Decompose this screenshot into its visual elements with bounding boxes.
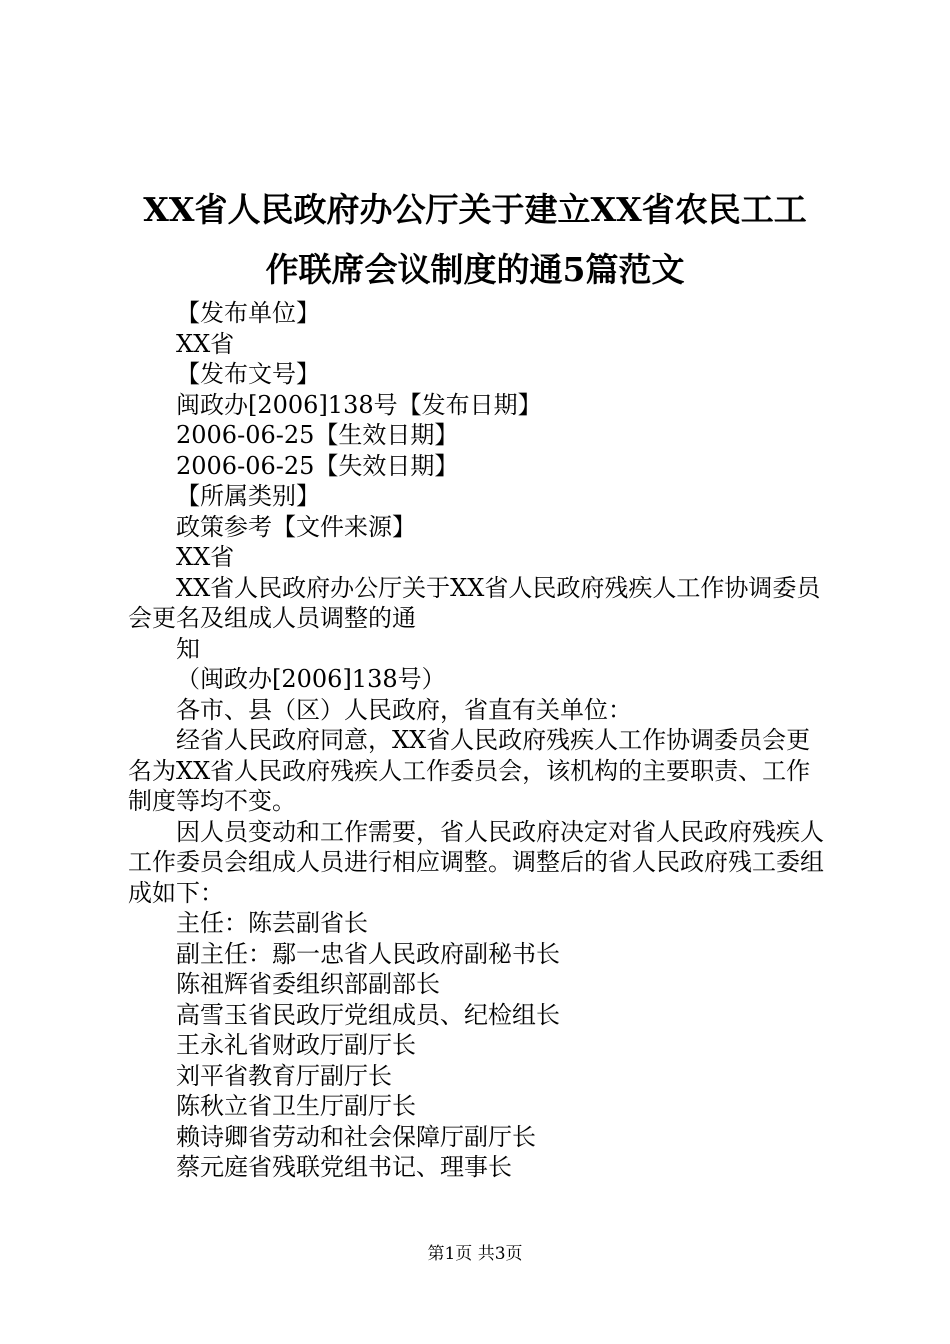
document-body	[128, 298, 832, 1183]
field-label-doc-number: 【发布文号】	[176, 360, 320, 388]
doc-number-value: 闽政办[2006]138号【发布日期】	[176, 390, 542, 419]
member-item: 王永礼省财政厅副厅长	[176, 1031, 416, 1059]
member-item: 赖诗卿省劳动和社会保障厅副厅长	[176, 1122, 536, 1151]
document-title	[110, 180, 840, 300]
member-item: 陈祖辉省委组织部副部长	[176, 970, 440, 998]
member-item: 主任：陈芸副省长	[176, 909, 368, 937]
notice-number: （闽政办[2006]138号）	[176, 665, 446, 693]
member-item: 副主任：鄢一忠省人民政府副秘书长	[176, 939, 560, 968]
title-line-2: 作联席会议制度的通5篇范文	[265, 250, 685, 289]
member-item: 高雪玉省民政厅党组成员、纪检组长	[176, 1000, 560, 1029]
title-line-1: XX省人民政府办公厅关于建立XX省农民工工	[143, 190, 807, 229]
effective-date-value: 2006-06-25【失效日期】	[176, 451, 459, 480]
paragraph-adjustment: 因人员变动和工作需要，省人民政府决定对省人民政府残疾人工作委员会组成人员进行相应调整。调整后的省人民政府残工委组成如下：	[128, 817, 824, 907]
member-item: 蔡元庭省残联党组书记、理事长	[176, 1153, 512, 1181]
category-value: 政策参考【文件来源】	[176, 512, 416, 541]
notice-heading: XX省人民政府办公厅关于XX省人民政府残疾人工作协调委员会更名及组成人员调整的通	[128, 573, 821, 632]
member-item: 陈秋立省卫生厅副厅长	[176, 1092, 416, 1120]
member-item: 刘平省教育厅副厅长	[176, 1061, 392, 1090]
publisher-value: XX省	[176, 329, 235, 358]
publish-date-value: 2006-06-25【生效日期】	[176, 421, 459, 449]
notice-heading-end: 知	[176, 634, 200, 663]
page-number-footer: 第1页 共3页	[427, 1244, 523, 1264]
field-label-category: 【所属类别】	[176, 482, 320, 510]
field-label-publisher: 【发布单位】	[176, 299, 320, 327]
paragraph-rename: 经省人民政府同意，XX省人民政府残疾人工作协调委员会更名为XX省人民政府残疾人工作委员会，该机构的主要职责、工作制度等均不变。	[128, 726, 811, 815]
recipients: 各市、县（区）人民政府，省直有关单位：	[176, 695, 632, 724]
source-value: XX省	[176, 543, 235, 571]
